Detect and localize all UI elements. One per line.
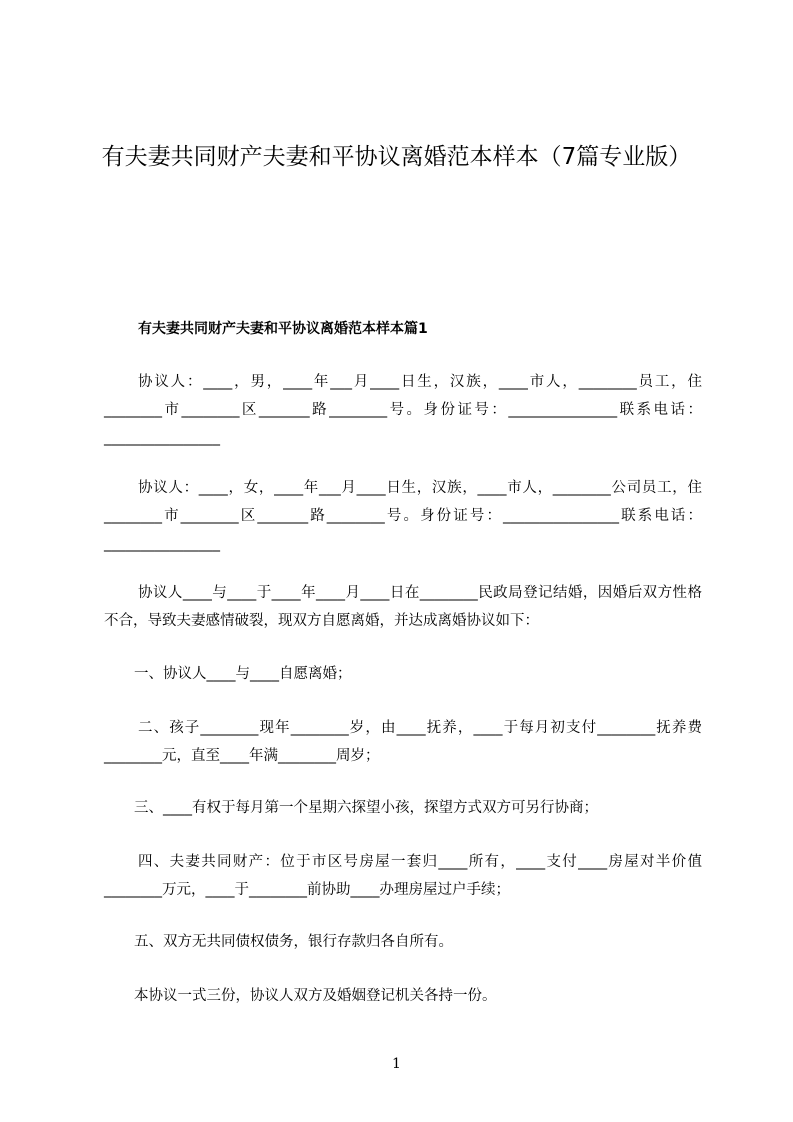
paragraph-party-female: 协议人：____，女，____年___月____日生，汉族，____市人，________公司员工，住________市________区_______路________号。身份证号：________________联系电话：________________ xyxy=(104,480,702,552)
section-heading: 有夫妻共同财产夫妻和平协议离婚范本样本篇1 xyxy=(138,321,428,337)
paragraph-party-male: 协议人：____，男，____年___月____日生，汉族，____市人，________员工，住________市________区_______路________号。身份证号：_______________联系电话：________________ xyxy=(104,374,702,446)
clause-2: 二、孩子________现年________岁，由____抚养，____于每月初支付________抚养费________元，直至____年满________周岁； xyxy=(104,720,702,764)
clause-1: 一、协议人____与____自愿离婚； xyxy=(134,666,352,682)
clause-3: 三、____有权于每月第一个星期六探望小孩，探望方式双方可另行协商； xyxy=(134,800,598,816)
closing-clause: 本协议一式三份，协议人双方及婚姻登记机关各持一份。 xyxy=(134,988,497,1004)
document-title: 有夫妻共同财产夫妻和平协议离婚范本样本（7篇专业版） xyxy=(101,144,692,170)
clause-5: 五、双方无共同债权债务，银行存款归各自所有。 xyxy=(134,934,453,950)
paragraph-marriage-statement: 协议人____与____于____年____月____日在________民政局登记结婚，因婚后双方性格不合，导致夫妻感情破裂，现双方自愿离婚，并达成离婚协议如下： xyxy=(104,585,702,629)
clause-4: 四、夫妻共同财产：位于市区号房屋一套归____所有，____支付____房屋对半价值________万元，____于________前协助____办理房屋过户手续； xyxy=(104,854,702,898)
page-number: 1 xyxy=(392,1056,401,1072)
